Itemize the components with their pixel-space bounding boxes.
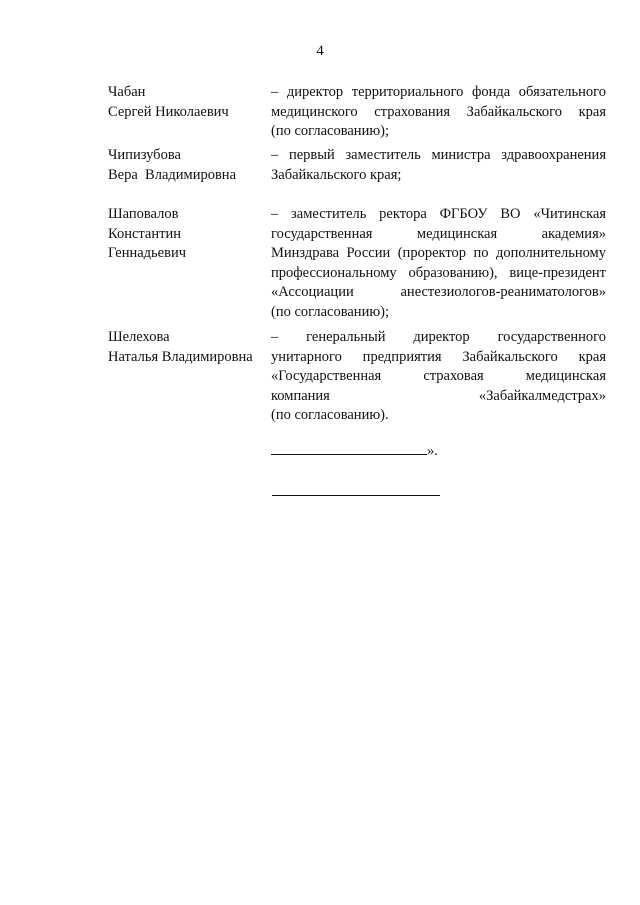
role-line: – директор территориального фонда обязательного <box>271 84 606 100</box>
name-line: Геннадьевич <box>108 245 186 261</box>
page-number: 4 <box>316 43 324 59</box>
person-name <box>108 205 263 264</box>
closing-line <box>271 440 438 462</box>
person-role <box>271 205 606 322</box>
name-line: Сергей Николаевич <box>108 103 229 120</box>
closing-quote: ». <box>427 443 438 459</box>
role-line: Забайкальского края; <box>271 166 402 183</box>
role-line: «Государственная страховая медицинская <box>271 368 606 384</box>
person-role <box>271 83 606 142</box>
name-line: Вера Владимировна <box>108 166 237 183</box>
role-line: Минздрава России (проректор по дополнительному <box>271 245 606 261</box>
role-line: унитарного предприятия Забайкальского края <box>271 348 606 365</box>
name-line: Шелехова <box>108 329 170 345</box>
name-line: Чабан <box>108 84 146 100</box>
person-role <box>271 328 606 426</box>
role-line: (по согласованию); <box>271 303 390 320</box>
name-line: Чипизубова <box>108 147 181 163</box>
person-role <box>271 146 606 185</box>
name-line: Наталья Владимировна <box>108 348 253 365</box>
role-line: медицинского страхования Забайкальского края <box>271 103 606 120</box>
role-line: – генеральный директор государственного <box>271 329 606 345</box>
role-line: – первый заместитель министра здравоохранения <box>271 147 606 163</box>
role-line: «Ассоциации анестезиологов-реаниматологов» <box>271 284 606 300</box>
role-line: компания «Забайкалмедстрах» <box>271 387 606 404</box>
name-line: Константин <box>108 225 181 242</box>
role-line: государственная медицинская академия» <box>271 225 606 242</box>
role-line: профессиональному образованию), вице-президент <box>271 264 606 281</box>
person-name <box>108 83 263 122</box>
person-name <box>108 328 263 367</box>
blank-rule <box>271 440 427 455</box>
role-line: – заместитель ректора ФГБОУ ВО «Читинская <box>271 206 606 222</box>
role-line: (по согласованию); <box>271 123 390 139</box>
name-line: Шаповалов <box>108 206 179 222</box>
role-line: (по согласованию). <box>271 407 389 423</box>
person-name <box>108 146 263 185</box>
end-rule <box>272 495 440 496</box>
